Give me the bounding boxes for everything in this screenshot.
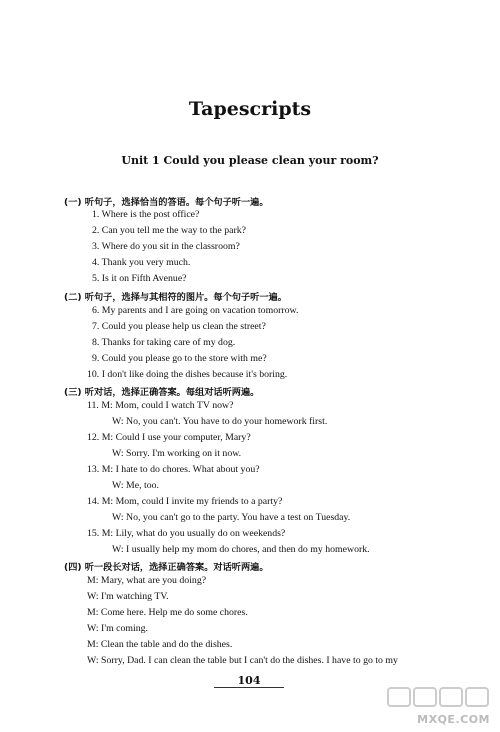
script-line: 13. M: I hate to do chores. What about you?: [87, 464, 260, 475]
script-line: 12. M: Could I use your computer, Mary?: [87, 432, 251, 443]
section-heading: (三) 听对话，选择正确答案。每组对话听两遍。: [64, 387, 260, 398]
script-line: 14. M: Mom, could I invite my friends to a party?: [87, 496, 283, 507]
script-line: 3. Where do you sit in the classroom?: [92, 241, 240, 252]
script-line: W: Sorry. I'm working on it now.: [112, 448, 242, 459]
script-line: W: No, you can't. You have to do your homework first.: [112, 416, 328, 427]
script-line: 5. Is it on Fifth Avenue?: [92, 273, 187, 284]
watermark-text: MXQE.COM: [417, 713, 490, 726]
script-line: 11. M: Mom, could I watch TV now?: [87, 400, 234, 411]
page-number-rule: [214, 687, 284, 688]
script-line: M: Come here. Help me do some chores.: [87, 607, 248, 618]
script-line: 8. Thanks for taking care of my dog.: [92, 337, 236, 348]
script-line: 4. Thank you very much.: [92, 257, 191, 268]
section-heading: (二) 听句子，选择与其相符的图片。每个句子听一遍。: [64, 292, 287, 303]
script-line: M: Mary, what are you doing?: [87, 575, 207, 586]
watermark: [384, 684, 496, 728]
script-line: W: Me, too.: [112, 480, 159, 491]
script-line: 7. Could you please help us clean the street?: [92, 321, 266, 332]
script-line: W: I usually help my mom do chores, and then do my homework.: [112, 544, 370, 555]
section-heading: (一) 听句子，选择恰当的答语。每个句子听一遍。: [64, 197, 269, 208]
script-line: 6. My parents and I are going on vacation tomorrow.: [92, 305, 299, 316]
unit-heading: Unit 1 Could you please clean your room?: [121, 154, 379, 167]
section-heading: (四) 听一段长对话，选择正确答案。对话听两遍。: [64, 562, 269, 573]
script-line: W: I'm coming.: [87, 623, 148, 634]
page-number: 104: [237, 674, 261, 687]
script-line: 2. Can you tell me the way to the park?: [92, 225, 246, 236]
script-line: 15. M: Lily, what do you usually do on weekends?: [87, 528, 286, 539]
page-title: Tapescripts: [188, 98, 312, 120]
script-line: W: No, you can't go to the party. You have a test on Tuesday.: [112, 512, 351, 523]
script-line: M: Clean the table and do the dishes.: [87, 639, 233, 650]
script-line: W: I'm watching TV.: [87, 591, 169, 602]
script-line: 9. Could you please go to the store with me?: [92, 353, 267, 364]
script-line: 10. I don't like doing the dishes because it's boring.: [87, 369, 288, 380]
script-line: 1. Where is the post office?: [92, 209, 200, 220]
script-line: W: Sorry, Dad. I can clean the table but I can't do the dishes. I have to go to my: [87, 655, 398, 666]
